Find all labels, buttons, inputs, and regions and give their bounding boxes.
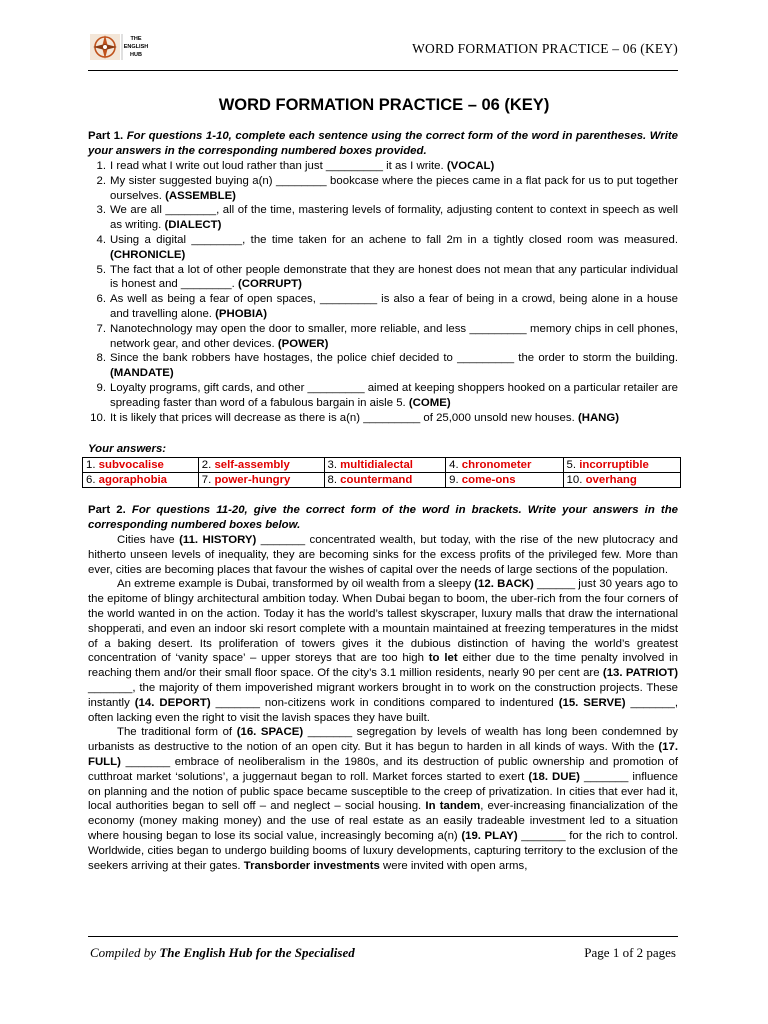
question-root-word: (CHRONICLE): [110, 248, 186, 261]
answer-cell: [83, 473, 199, 488]
part1-instruction: [88, 129, 678, 159]
question-item: [88, 292, 678, 322]
answer-word: agoraphobia: [98, 474, 168, 486]
question-item: [88, 351, 678, 381]
question-text: Since the bank robbers have hostages, the police chief decided to _________ the order to storm the building.: [110, 352, 678, 365]
header-title: WORD FORMATION PRACTICE – 06 (KEY): [412, 41, 678, 56]
question-number: 4.: [96, 233, 106, 246]
english-hub-logo-icon: [90, 30, 164, 64]
answer-word: come-ons: [461, 474, 516, 486]
question-number: 5.: [96, 263, 106, 276]
question-root-word: (ASSEMBLE): [165, 189, 236, 202]
answer-cell: [324, 473, 446, 488]
question-number: 10.: [90, 411, 106, 424]
question-number: 3.: [96, 204, 106, 217]
answer-cell: [198, 458, 324, 473]
footer-divider: [88, 936, 678, 937]
answer-cell: [198, 473, 324, 488]
question-number: 2.: [96, 174, 106, 187]
answer-number: 4.: [449, 459, 459, 471]
question-root-word: (VOCAL): [446, 160, 495, 172]
answer-word: chronometer: [461, 459, 532, 471]
question-text: Loyalty programs, gift cards, and other _________ aimed at keeping shoppers hooked on a particular retailer are spreading faster than word of a fabulous bargain in aisle 5.: [110, 381, 678, 409]
question-text: Nanotechnology may open the door to smaller, more reliable, and less _________ memory chips in cell phones, network gear, and other devices.: [110, 322, 678, 350]
page-number: Page 1 of 2 pages: [584, 945, 676, 960]
question-number: 1.: [96, 160, 106, 172]
answer-word: overhang: [585, 474, 637, 486]
part2-label: Part 2.: [88, 504, 126, 516]
question-text: My sister suggested buying a(n) ________ bookcase where the pieces came in a flat pack for us to put together ourselves.: [110, 174, 678, 202]
question-item: [88, 203, 678, 233]
logo-text-3: HUB: [130, 52, 142, 58]
answer-word: incorruptible: [579, 459, 649, 471]
answer-cell: [446, 458, 563, 473]
question-text: The fact that a lot of other people demonstrate that they are honest does not mean that any particular individual is honest and ________.: [110, 263, 678, 291]
question-text: Using a digital ________, the time taken for an achene to fall 2m in a tightly closed room was measured.: [110, 233, 678, 246]
question-number: 7.: [96, 322, 106, 335]
question-root-word: (COME): [408, 396, 451, 409]
part2-instruction: [88, 503, 678, 533]
question-number: 8.: [96, 352, 106, 365]
document-title: WORD FORMATION PRACTICE – 06 (KEY): [218, 96, 550, 114]
question-item: [88, 159, 678, 174]
passage-paragraph-2: An extreme example is Dubai, transformed by oil wealth from a sleepy (12. BACK) ______ just 30 years ago to the epitome of blingy architectural ambition today. When Dubai began to boom, the uber-rich from the four corners of the world wanted in on the action. Today it has the world’s tallest skyscraper, luxury malls that draw the international shopperati, and even an indoor ski resort complete with a mountain maintained at freezing temperatures in the midst of a baking desert. Its proliferation of towers gives it the dubious distinction of having the world’s greatest concentration of ‘vanity space’ – upper storeys that are too high to let either due to the time penalty involved in reaching them and/or their small floor space. Of the city’s 3.1 million residents, nearly 90 per cent are (13. PATRIOT) _______, the majority of them impoverished migrant workers brought in to work on the construction projects. These instantly (14. DEPORT) _______ non-citizens work in conditions compared to indentured (15. SERVE) _______, often lacking even the right to visit the lavish spaces they have built.: [88, 578, 678, 724]
question-number: 6.: [96, 293, 106, 306]
answer-number: 7.: [201, 474, 212, 486]
answer-word: multidialectal: [340, 459, 413, 471]
answer-number: 5.: [566, 459, 577, 471]
question-text: I read what I write out loud rather than just _________ it as I write.: [110, 160, 444, 172]
question-list: [88, 159, 678, 425]
answer-cell: [446, 473, 563, 488]
part1-label: Part 1.: [88, 130, 124, 142]
answer-number: 1.: [86, 459, 96, 471]
answer-cell: [83, 458, 199, 473]
question-number: 9.: [96, 381, 106, 394]
question-text: We are all ________, all of the time, mastering levels of formality, adjusting content to context in speech as well as writing.: [110, 204, 678, 232]
answer-number: 8.: [327, 474, 337, 486]
answers-label: Your answers:: [88, 443, 167, 455]
question-root-word: (POWER): [277, 337, 329, 350]
question-item: [88, 381, 678, 411]
question-item: [88, 322, 678, 352]
part2-instruction-text: For questions 11-20, give the correct form of the word in brackets. Write your answers in the corresponding numbered boxes below.: [88, 504, 678, 531]
part2-passage: [88, 533, 678, 873]
answer-number: 6.: [86, 474, 96, 486]
answer-word: subvocalise: [98, 459, 164, 471]
question-item: [88, 263, 678, 293]
logo-text-2: ENGLISH: [123, 44, 149, 50]
answer-cell: [563, 458, 680, 473]
question-root-word: (MANDATE): [110, 367, 174, 380]
question-root-word: (PHOBIA): [215, 307, 268, 320]
question-root-word: (HANG): [577, 411, 620, 424]
question-root-word: (CORRUPT): [237, 278, 302, 291]
answer-word: countermand: [340, 474, 413, 486]
footer-credit: Compiled by The English Hub for the Specialised: [90, 945, 355, 960]
answer-number: 2.: [201, 459, 212, 471]
question-item: [88, 174, 678, 204]
answers-row: [83, 458, 681, 473]
answer-word: self-assembly: [214, 459, 290, 471]
answer-word: power-hungry: [214, 474, 291, 486]
passage-paragraph-3: The traditional form of (16. SPACE) _______ segregation by levels of wealth has long been condemned by urbanists as destructive to the notion of an open city. But it has begun to harden in all kinds of ways. With the (17. FULL) _______ embrace of neoliberalism in the 1980s, and its destruction of public ownership and promotion of cutthroat market ‘solutions’, a juggernaut began to roll. Market forces started to exert (18. DUE) _______ influence on planning and the notion of public space became susceptible to the creep of privatization. In cities that ever had it, local authorities began to sell off – and neglect – social housing. In tandem, ever-increasing financialization of the economy (money making money) and the use of real estate as an easily tradeable investment led to a situation where housing began to lose its social value, increasingly becoming a(n) (19. PLAY) _______ for the rich to control. Worldwide, cities began to undergo building booms of luxury developments, capturing territory to the exclusion of the seekers arriving at their gates. Transborder investments were invited with open arms,: [88, 726, 679, 872]
logo-text-1: THE: [130, 36, 142, 42]
part1-instruction-text: For questions 1-10, complete each sentence using the correct form of the word in parentheses. Write your answers in the corresponding numbered boxes provided.: [88, 130, 678, 157]
question-text: It is likely that prices will decrease as there is a(n) _________ of 25,000 unsold new houses.: [110, 411, 575, 424]
question-item: [88, 233, 678, 263]
page-header: [88, 28, 678, 71]
question-text: As well as being a fear of open spaces, _________ is also a fear of being in a crowd, being alone in a house and travelling alone.: [110, 293, 678, 320]
answers-row: [83, 473, 681, 488]
answer-number: 3.: [327, 459, 337, 471]
answer-cell: [563, 473, 680, 488]
answer-number: 10.: [566, 474, 583, 486]
question-item: [88, 411, 678, 426]
answers-table: [82, 457, 681, 488]
question-root-word: (DIALECT): [164, 219, 222, 232]
passage-paragraph-1: Cities have (11. HISTORY) _______ concentrated wealth, but today, with the rise of the new plutocracy and hitherto unseen levels of inequality, they are becoming sinks for the excess profits of the privileged few. More than ever, cities are becoming places that favour the wishes of capital over the needs of large sections of the population.: [88, 534, 679, 576]
answer-number: 9.: [449, 474, 459, 486]
answer-cell: [324, 458, 446, 473]
